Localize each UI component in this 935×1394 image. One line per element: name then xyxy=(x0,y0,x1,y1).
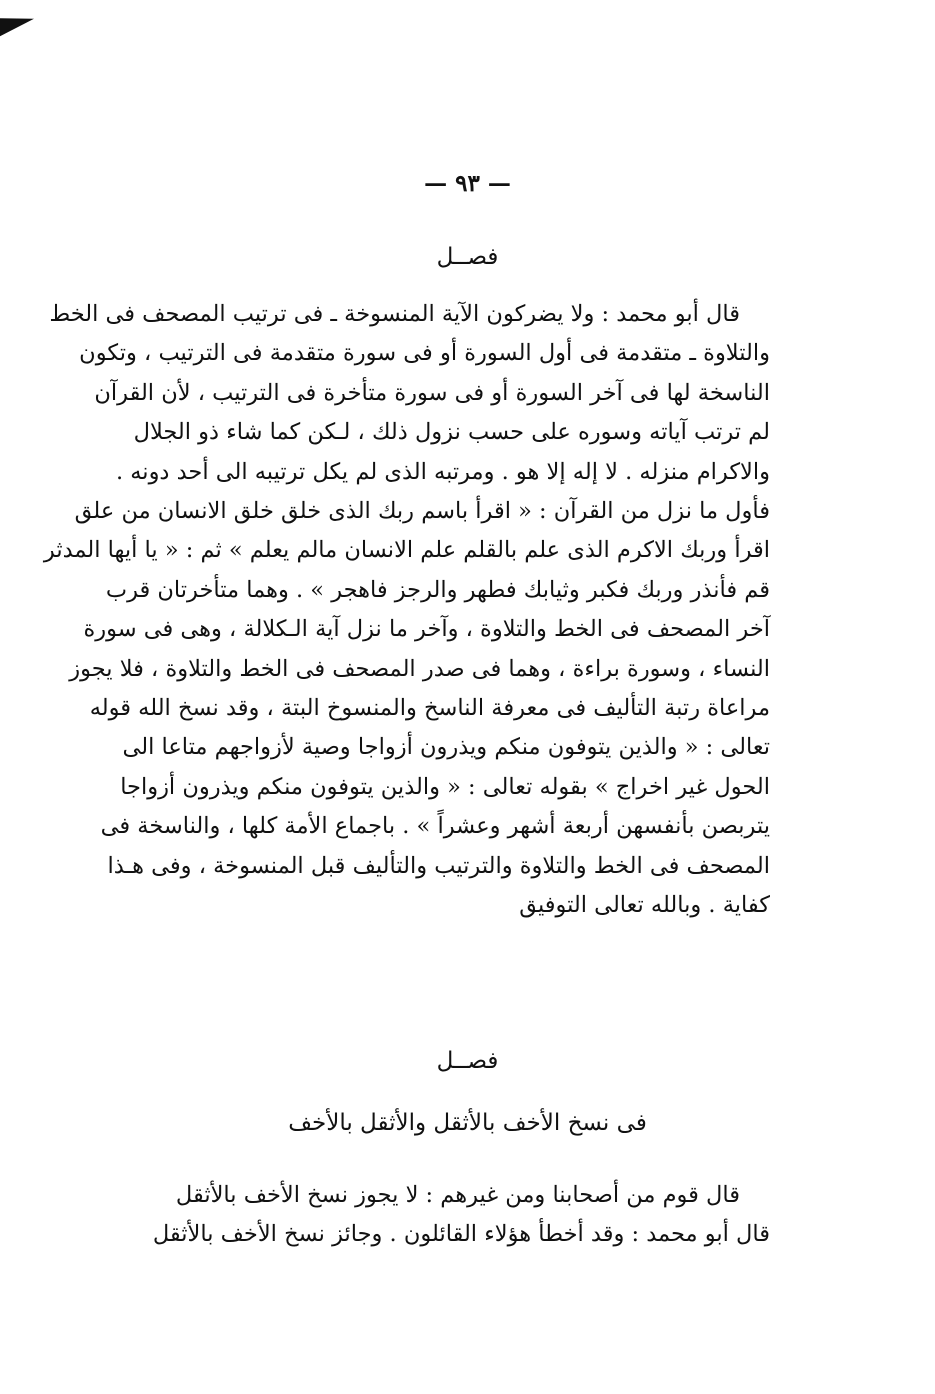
text-line: كفاية . وبالله تعالى التوفيق xyxy=(519,892,770,919)
text-line: آخر المصحف فى الخط والتلاوة ، وآخر ما نزل آية الـكلالة ، وهى فى سورة xyxy=(83,616,770,643)
text-line: تعالى : « والذين يتوفون منكم ويذرون أزواجا وصية لأزواجهم متاعا الى xyxy=(122,734,770,761)
section-2-body xyxy=(152,1176,770,1255)
section-heading: فصــل xyxy=(436,244,499,270)
text-line: النساء ، وسورة براءة ، وهما فى صدر المصحف فى الخط والتلاوة ، فلا يجوز xyxy=(69,655,770,682)
section-1-body xyxy=(43,295,770,926)
text-line: اقرأ وربك الاكرم الذى علم بالقلم علم الانسان مالم يعلم » ثم : « يا أيها المدثر xyxy=(43,537,770,564)
text-line: مراعاة رتبة التأليف فى معرفة الناسخ والمنسوخ البتة ، وقد نسخ الله قوله xyxy=(89,695,770,722)
text-line: والاكرام منزله . لا إله إلا هو . ومرتبه الذى لم يكل ترتيبه الى أحد دونه . xyxy=(115,458,770,485)
text-line: يتربصن بأنفسهن أربعة أشهر وعشراً » . باجماع الأمة كلها ، والناسخة فى xyxy=(100,813,770,840)
text-line: المصحف فى الخط والتلاوة والترتيب والتأليف قبل المنسوخة ، وفى هـذا xyxy=(107,852,770,879)
text-line: والتلاوة ـ متقدمة فى أول السورة أو فى سورة متقدمة فى الترتيب ، وتكون xyxy=(79,340,770,367)
text-line: الحول غير اخراج » بقوله تعالى : « والذين يتوفون منكم ويذرون أزواجا xyxy=(120,773,770,800)
text-line: قال قوم من أصحابنا ومن غيرهم : لا يجوز نسخ الأخف بالأثقل xyxy=(175,1182,740,1208)
text-line: قال أبو محمد : وقد أخطأ هؤلاء القائلون . وجائز نسخ الأخف بالأثقل xyxy=(152,1221,770,1248)
corner-mark xyxy=(0,10,34,36)
section-subheading: فى نسخ الأخف بالأثقل والأثقل بالأخف xyxy=(288,1110,647,1136)
text-line: قال أبو محمد : ولا يضركون الآية المنسوخة ـ فى ترتيب المصحف فى الخط xyxy=(49,301,740,327)
section-heading: فصــل xyxy=(436,1048,499,1074)
text-line: الناسخة لها فى آخر السورة أو فى سورة متأخرة فى الترتيب ، لأن القرآن xyxy=(94,379,770,406)
page-number: — ٩٣ — xyxy=(424,170,511,197)
text-line: لم ترتب آياته وسوره على حسب نزول ذلك ، لـكن كما شاء ذو الجلال xyxy=(133,419,770,446)
text-line: قم فأنذر وربك فكبر وثيابك فطهر والرجز فاهجر » . وهما متأخرتان قرب xyxy=(105,576,770,603)
text-line: فأول ما نزل من القرآن : « اقرأ باسم ربك الذى خلق خلق الانسان من علق xyxy=(74,498,770,525)
